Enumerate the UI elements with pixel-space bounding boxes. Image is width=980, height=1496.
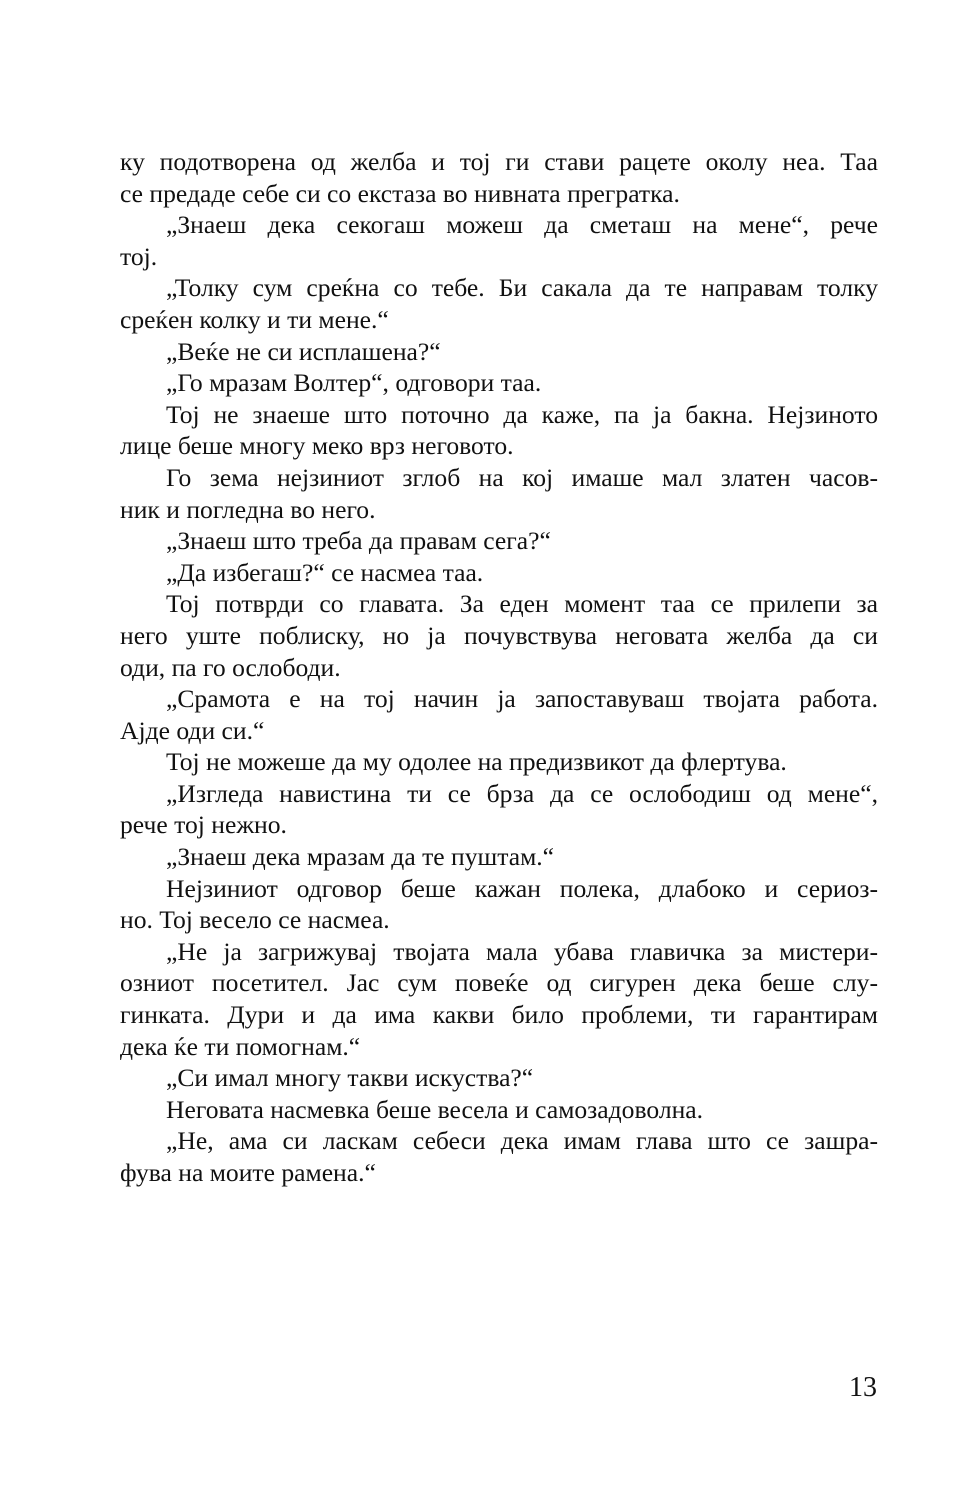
- text-line: гинката. Дури и да има какви било проблеми, ти гарантирам: [120, 1000, 878, 1030]
- paragraph: [120, 525, 878, 557]
- paragraph: [120, 746, 878, 778]
- paragraph: [120, 683, 878, 746]
- paragraph: [120, 936, 878, 1062]
- text-line: „Знаеш што треба да правам сега?“: [166, 526, 551, 556]
- paragraph: [120, 462, 878, 525]
- paragraph: [120, 778, 878, 841]
- text-line: „Го мразам Волтер“, одговори таа.: [166, 368, 542, 398]
- text-line: „Не ја загрижувај твојата мала убава главичка за мистери-: [166, 936, 878, 966]
- text-line: Го зема нејзиниот зглоб на кој имаше мал златен часов-: [166, 462, 878, 492]
- page-number: 13: [849, 1372, 877, 1403]
- text-line: лице беше многу меко врз неговото.: [120, 431, 514, 461]
- text-line: рече тој нежно.: [120, 810, 287, 840]
- text-line: Тој не знаеше што поточно да каже, па ја бакна. Нејзиното: [166, 399, 878, 429]
- paragraph: [120, 873, 878, 936]
- text-line: но. Тој весело се насмеа.: [120, 905, 390, 935]
- text-line: „Толку сум среќна со тебе. Би сакала да те направам толку: [166, 273, 878, 303]
- text-line: него уште поблиску, но ја почувствува неговата желба да си: [120, 620, 878, 650]
- paragraph: [120, 399, 878, 462]
- text-line: „Знаеш дека мразам да те пуштам.“: [166, 842, 555, 872]
- text-line: „Срамота е на тој начин ја запоставуваш твојата работа.: [166, 684, 878, 714]
- text-line: озниот посетител. Јас сум повеќе од сигурен дека беше слу-: [120, 968, 878, 998]
- paragraph: [120, 146, 878, 209]
- text-line: фува на моите рамена.“: [120, 1158, 376, 1187]
- page-body-text: [120, 146, 878, 1189]
- text-line: Неговата насмевка беше весела и самозадоволна.: [166, 1094, 704, 1124]
- text-line: „Да избегаш?“ се насмеа таа.: [166, 557, 484, 587]
- text-line: Тој не можеше да му одолее на предизвикот да флертува.: [166, 747, 787, 777]
- text-line: дека ќе ти помогнам.“: [120, 1031, 361, 1061]
- text-line: Ајде оди си.“: [120, 715, 265, 745]
- paragraph: [120, 336, 878, 368]
- text-line: „Изгледа навистина ти се брза да се ослободиш од мене“,: [166, 778, 878, 808]
- paragraph: [120, 1062, 878, 1094]
- text-line: ку подотворена од желба и тој ги стави рацете околу неа. Таа: [120, 147, 878, 176]
- text-line: „Веќе не си исплашена?“: [166, 336, 441, 366]
- text-line: тој.: [120, 241, 158, 271]
- text-line: Нејзиниот одговор беше кажан полека, длабоко и сериоз-: [166, 873, 878, 903]
- text-line: „Си имал многу такви искуства?“: [166, 1063, 534, 1093]
- paragraph: [120, 272, 878, 335]
- paragraph: [120, 1125, 878, 1188]
- paragraph: [120, 209, 878, 272]
- text-line: „Не, ама си ласкам себеси дека имам глава што се зашра-: [166, 1126, 878, 1156]
- paragraph: [120, 367, 878, 399]
- paragraph: [120, 841, 878, 873]
- paragraph: [120, 588, 878, 683]
- text-line: „Знаеш дека секогаш можеш да сметаш на мене“, рече: [166, 210, 878, 240]
- paragraph: [120, 1094, 878, 1126]
- text-line: Тој потврди со главата. За еден момент таа се прилепи за: [166, 589, 878, 619]
- text-line: среќен колку и ти мене.“: [120, 304, 389, 334]
- text-line: ник и погледна во него.: [120, 494, 376, 524]
- paragraph: [120, 557, 878, 589]
- text-line: се предаде себе си со екстаза во нивната прегратка.: [120, 178, 680, 208]
- text-line: оди, па го ослободи.: [120, 652, 341, 682]
